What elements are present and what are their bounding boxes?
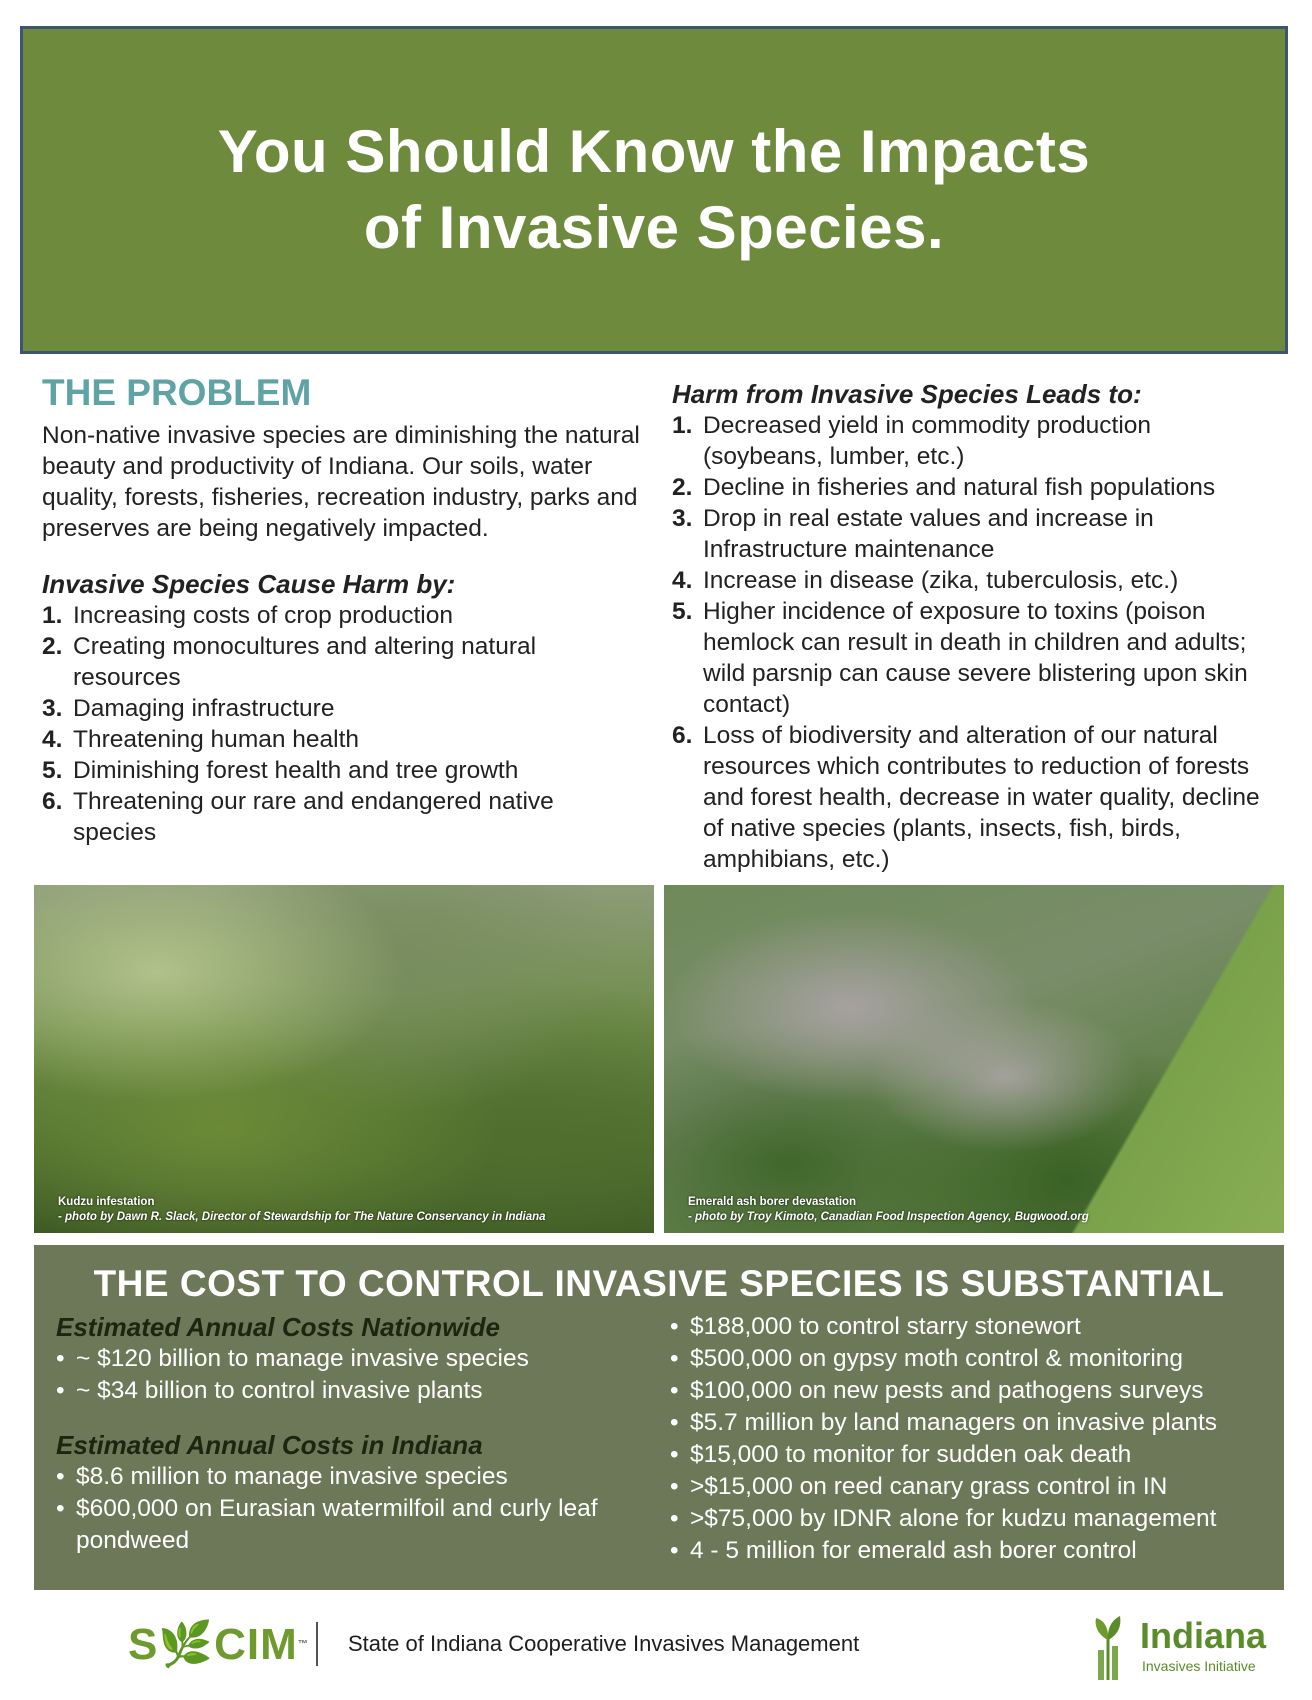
ash-caption <box>688 1195 1089 1225</box>
list-item: 6. Loss of biodiversity and alteration of our natural resources which contributes to reduction of forests and forest health, decrease in water quality, decline of native species (plants, insects, fish, birds, amphibians, etc.) <box>672 722 1260 873</box>
list-item: • $15,000 to monitor for sudden oak death <box>670 1439 1270 1471</box>
iii-subtitle: Invasives Initiative <box>1142 1658 1256 1674</box>
iii-name: Indiana <box>1140 1615 1267 1656</box>
cost-heading: THE COST TO CONTROL INVASIVE SPECIES IS SUBSTANTIAL <box>93 1263 1225 1304</box>
ash-photo-credit: - photo by Troy Kimoto, Canadian Food Inspection Agency, Bugwood.org <box>688 1211 1089 1223</box>
list-item: 3. Drop in real estate values and increase in Infrastructure maintenance <box>672 505 1154 563</box>
left-column <box>42 372 642 848</box>
list-item: • 4 - 5 million for emerald ash borer control <box>670 1535 1270 1567</box>
leaf-icon: 🌿 <box>158 1620 215 1669</box>
kudzu-caption <box>58 1195 546 1225</box>
footer <box>0 1600 1312 1700</box>
indiana-heading: Estimated Annual Costs in Indiana <box>56 1430 483 1460</box>
sicim-logo: S🌿CIM™ <box>128 1620 309 1669</box>
list-item: • $5.7 million by land managers on invasive plants <box>670 1407 1270 1439</box>
list-item: • ~ $120 billion to manage invasive species <box>56 1343 636 1375</box>
list-item: • $188,000 to control starry stonewort <box>670 1311 1270 1343</box>
indiana-invasives-initiative-logo <box>1080 1610 1280 1690</box>
title-line-1: You Should Know the Impacts <box>217 118 1091 185</box>
leads-to-list <box>672 410 1272 875</box>
indiana-cost-list <box>670 1311 1270 1567</box>
list-item: • $600,000 on Eurasian watermilfoil and curly leaf pondweed <box>56 1493 636 1557</box>
problem-heading: THE PROBLEM <box>42 372 312 413</box>
list-item: 2. Decline in fisheries and natural fish populations <box>672 474 1216 501</box>
ash-caption-title: Emerald ash borer devastation <box>688 1196 857 1208</box>
organization-name: State of Indiana Cooperative Invasives Management <box>348 1631 860 1656</box>
list-item: 1. Decreased yield in commodity production (soybeans, lumber, etc.) <box>672 412 1152 470</box>
list-item: 5. Diminishing forest health and tree growth <box>42 757 519 784</box>
list-item: 5. Higher incidence of exposure to toxins (poison hemlock can result in death in children and adults; wild parsnip can cause severe blistering upon skin contact) <box>672 598 1248 718</box>
harm-by-list <box>42 600 642 848</box>
kudzu-photo-credit: - photo by Dawn R. Slack, Director of Stewardship for The Nature Conservancy in Indiana <box>58 1211 546 1223</box>
indiana-list <box>56 1461 636 1557</box>
list-item: 2. Creating monocultures and altering natural resources <box>42 633 537 691</box>
right-column <box>672 378 1272 875</box>
page-title <box>218 114 1090 266</box>
list-item: • >$15,000 on reed canary grass control in IN <box>670 1471 1270 1503</box>
list-item: • $500,000 on gypsy moth control & monitoring <box>670 1343 1270 1375</box>
list-item: 6. Threatening our rare and endangered native species <box>42 788 554 846</box>
list-item: • >$75,000 by IDNR alone for kudzu management <box>670 1503 1270 1535</box>
list-item: 3. Damaging infrastructure <box>42 695 335 722</box>
list-item: 4. Threatening human health <box>42 726 360 753</box>
nationwide-list <box>56 1343 636 1407</box>
list-item: • $100,000 on new pests and pathogens surveys <box>670 1375 1270 1407</box>
harm-by-heading: Invasive Species Cause Harm by: <box>42 569 456 599</box>
problem-paragraph: Non-native invasive species are diminishing the natural beauty and productivity of Indiana. Our soils, water quality, forests, fisheries, recreation industry, parks and preserves are being negatively impacted. <box>42 422 640 542</box>
cost-left-column <box>56 1311 636 1557</box>
nationwide-heading: Estimated Annual Costs Nationwide <box>56 1312 500 1342</box>
kudzu-caption-title: Kudzu infestation <box>58 1196 155 1208</box>
list-item: • ~ $34 billion to control invasive plants <box>56 1375 636 1407</box>
leads-to-heading: Harm from Invasive Species Leads to: <box>672 379 1142 409</box>
list-item: 1. Increasing costs of crop production <box>42 602 453 629</box>
footer-divider <box>316 1622 318 1666</box>
indiana-state-leaf-icon <box>1090 1610 1126 1682</box>
list-item: • $8.6 million to manage invasive species <box>56 1461 636 1493</box>
kudzu-photo <box>34 885 654 1233</box>
list-item: 4. Increase in disease (zika, tuberculosis, etc.) <box>672 567 1179 594</box>
cost-right-column <box>670 1311 1270 1567</box>
ash-borer-photo <box>664 885 1284 1233</box>
title-banner <box>20 26 1288 354</box>
title-line-2: of Invasive Species. <box>363 194 945 261</box>
cost-panel <box>34 1245 1284 1590</box>
